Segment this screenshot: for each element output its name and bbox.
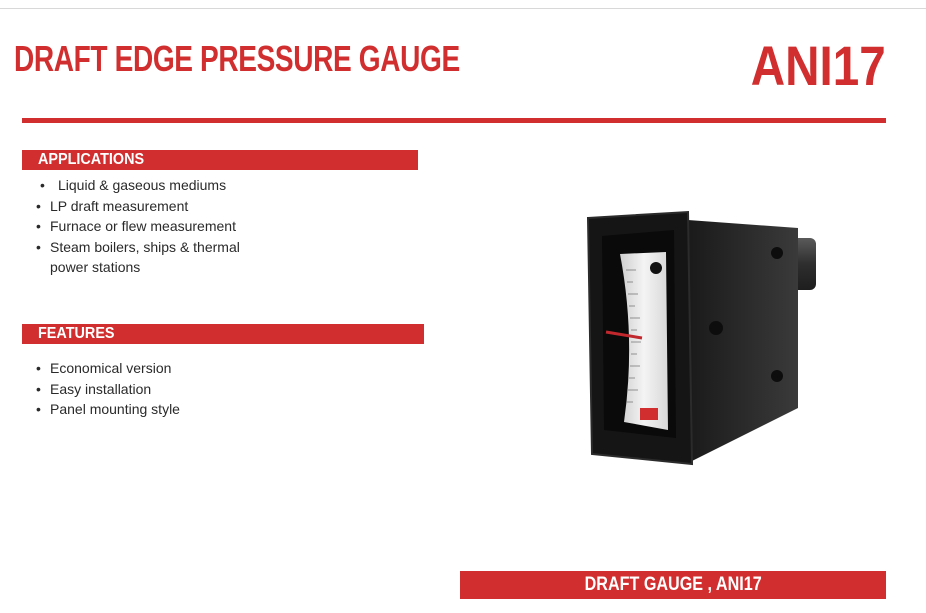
header-divider (22, 118, 886, 123)
mounting-hole-icon (771, 370, 783, 382)
page-title: DRAFT EDGE PRESSURE GAUGE (14, 38, 460, 79)
list-item: • LP draft measurement (36, 197, 189, 214)
product-caption-bar (460, 571, 886, 599)
mounting-hole-icon (709, 321, 723, 335)
features-heading: FEATURES (38, 325, 115, 342)
product-caption: DRAFT GAUGE , ANI17 (584, 574, 762, 595)
applications-heading-bar (22, 150, 418, 170)
draft-gauge-illustration (580, 208, 820, 468)
list-item: • Liquid & gaseous mediums (40, 177, 227, 193)
list-item: • Panel mounting style (36, 401, 180, 417)
list-item: • Furnace or flew measurement (36, 218, 236, 234)
mounting-hole-icon (771, 247, 783, 259)
list-item: • Easy installation (36, 380, 152, 397)
list-item: • Economical version (36, 360, 172, 376)
features-heading-bar (22, 324, 424, 344)
list-item: • Steam boilers, ships & thermal (36, 238, 240, 255)
model-code: ANI17 (751, 34, 886, 97)
features-list (22, 358, 180, 420)
top-divider (0, 8, 926, 9)
brand-badge-icon (640, 408, 658, 420)
applications-heading: APPLICATIONS (38, 151, 145, 168)
list-item-continuation: power stations (50, 259, 141, 275)
zero-adjust-knob-icon (650, 262, 662, 274)
applications-list (22, 175, 240, 278)
